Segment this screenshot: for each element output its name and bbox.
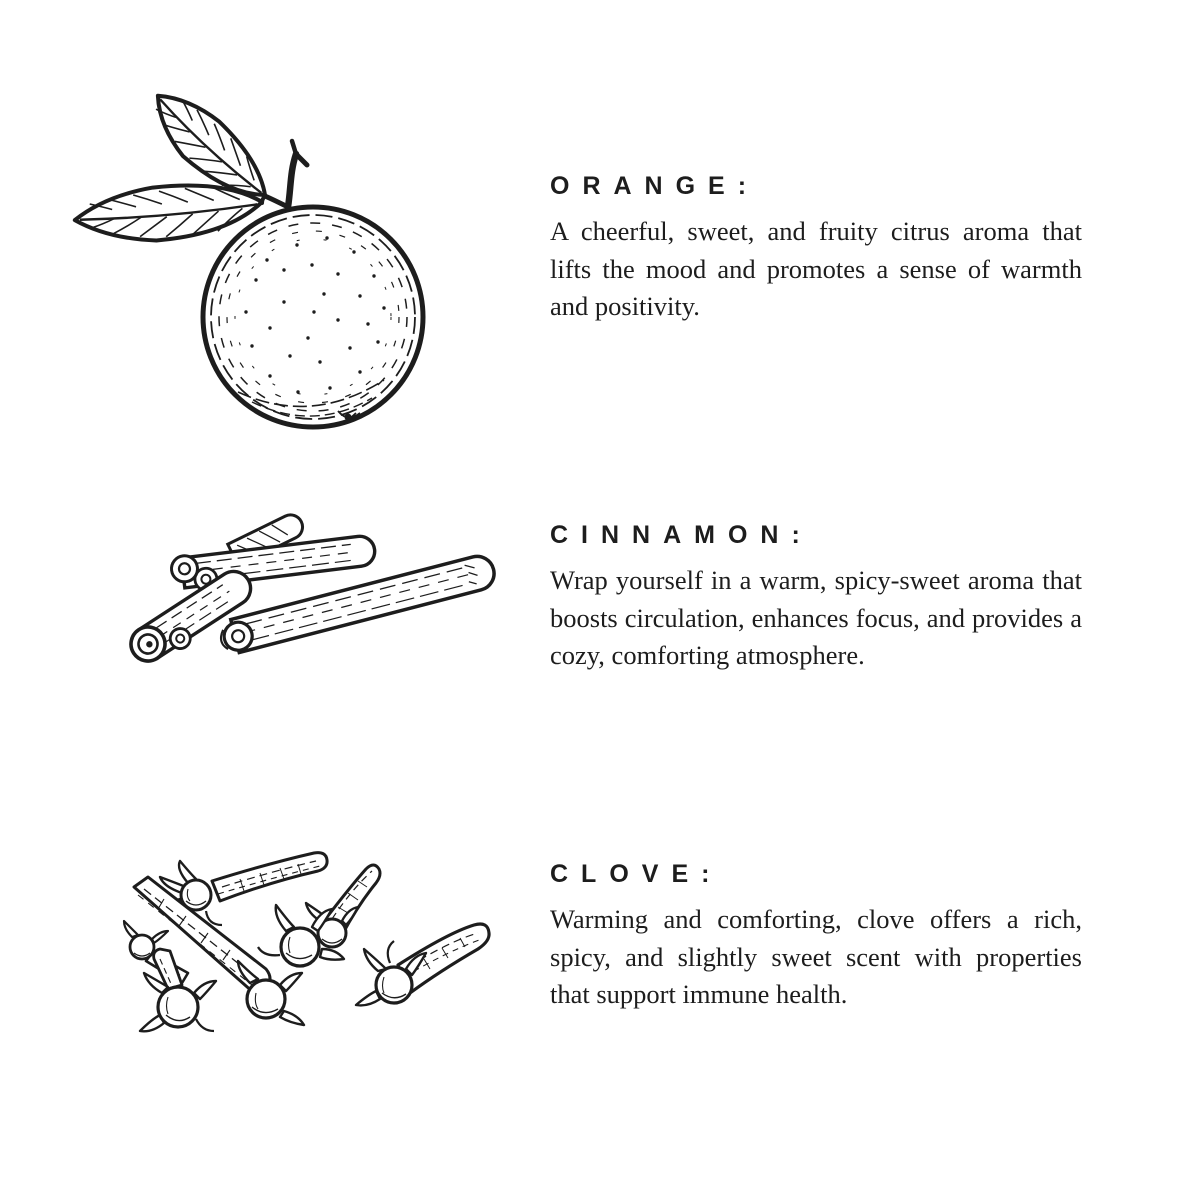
section-cinnamon — [550, 521, 1082, 675]
orange-illustration-icon — [62, 80, 444, 444]
cinnamon-illustration-icon — [85, 497, 510, 723]
section-orange — [550, 172, 1082, 326]
section-clove — [550, 860, 1082, 1014]
clove-heading: CLOVE: — [550, 860, 723, 888]
cinnamon-heading: CINNAMON: — [550, 521, 813, 549]
clove-description: Warming and comforting, clove offers a rich, spicy, and slightly sweet scent with properties that support immune health. — [550, 904, 1082, 1009]
orange-description: A cheerful, sweet, and fruity citrus aroma that lifts the mood and promotes a sense of warmth and positivity. — [550, 216, 1082, 321]
orange-heading: ORANGE: — [550, 172, 760, 200]
cinnamon-description: Wrap yourself in a warm, spicy-sweet aroma that boosts circulation, enhances focus, and provides a cozy, comforting atmosphere. — [550, 565, 1082, 670]
clove-illustration-icon — [80, 827, 517, 1067]
